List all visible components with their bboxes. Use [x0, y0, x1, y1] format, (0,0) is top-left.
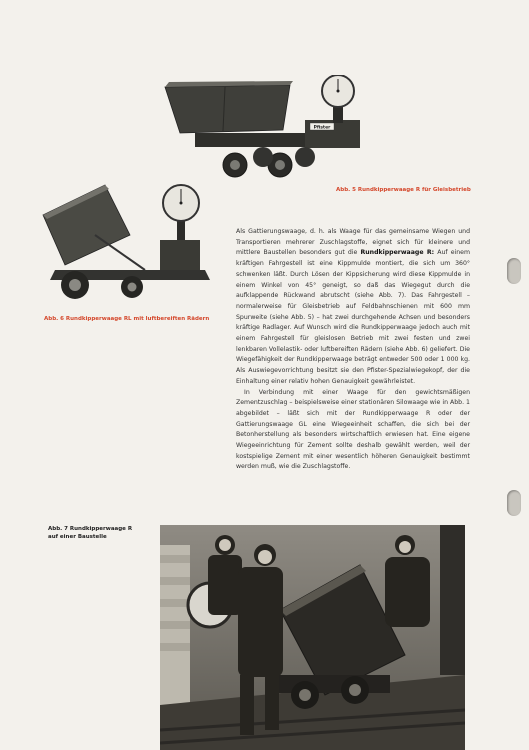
figure-6-pneumatic-tipper-scale [35, 175, 225, 305]
figure-6-caption: Abb. 6 Rundkipperwaage RL mit luftbereiften Rädern [44, 316, 210, 322]
paragraph-1: Als Gattierungswaage, d. h. als Waage für das gemeinsame Wiegen und Transportieren mehrerer Zuschlagstoffe, eignet sich für kleinere und mittlere Baustellen besonders gut die Rundkipperwaage R: Auf einem kräftigen Fahrgestell ist eine Kippmulde montiert, die sich um 360° schwenken läßt. Durch Lösen der Kippsicherung wird diese Kippmulde in einem Winkel von 45° geneigt, so daß das Wiegegut durch die aufklappende Rückwand abrutscht (siehe Abb. 7). Das Fahrgestell – normalerweise für Gleisbetrieb auf Feldbahnschienen mit 600 mm Spurweite (siehe Abb. 5) – hat zwei durchgehende Achsen und besonders kräftige Radlager. Auf Wunsch wird die Rundkipperwaage jedoch auch mit einem Fahrgestell für gleislosen Betrieb mit zwei festen und zwei lenkbaren Vollelastik- oder luftbereiften Rädern (siehe Abb. 6) geliefert. Die Wiegefähigkeit der Rundkipperwaage beträgt entweder 500 oder 1 000 kg. Als Auswiegevorrichtung besitzt sie den Pfister-Spezialwiegekopf, der die Einhaltung einer relativ hohen Genauigkeit gewährleistet. [236, 228, 470, 385]
paragraph-2: In Verbindung mit einer Waage für den gewichtsmäßigen Zementzuschlag – beispielsweise einer stationären Silowaage wie in Abb. 1 abgebildet – läßt sich mit der Rundkipperwaage R oder der Gattierungswaage GL eine Wiegeeinheit schaffen, die sich bei der Betonherstellung als besonders wirtschaftlich erwiesen hat. Eine eigene Wiegeeinrichtung für Zement sollte deshalb gewählt werden, weil der kostspielige Zement mit einer wesentlich höheren Genauigkeit bestimmt werden muß, wie die Zuschlagstoffe. [236, 388, 470, 471]
figure-7-construction-site-photo [160, 525, 465, 750]
figure-5-rail-tipper-scale [155, 75, 375, 185]
binder-hole-bottom [507, 490, 521, 516]
body-text [236, 227, 470, 473]
fig5-plate-text: Pfister [313, 125, 331, 131]
figure-5-caption: Abb. 5 Rundkipperwaage R für Gleisbetrieb [336, 187, 471, 193]
figure-7-caption [48, 525, 132, 541]
figure-7-caption-line-2: auf einer Baustelle [48, 534, 107, 540]
product-name-bold: Rundkipperwaage R: [360, 249, 435, 257]
figure-7-caption-line-1: Abb. 7 Rundkipperwaage R [48, 526, 133, 532]
binder-hole-top [507, 258, 521, 284]
